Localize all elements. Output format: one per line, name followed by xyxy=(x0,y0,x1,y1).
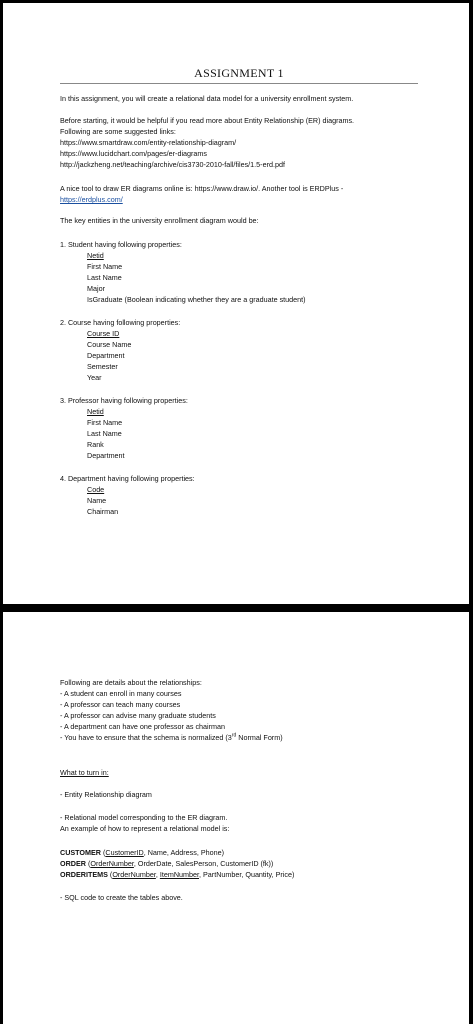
turn-in-item-sql: - SQL code to create the tables above. xyxy=(60,893,183,902)
relationship-item: - A professor can advise many graduate students xyxy=(60,711,216,720)
tool-line: A nice tool to draw ER diagrams online is: https://www.draw.io/. Another tool is ERDPlus - xyxy=(60,184,344,193)
course-prop: Course Name xyxy=(87,340,132,349)
example-customer: CUSTOMER (CustomerID, Name, Address, Phone) xyxy=(60,848,225,857)
link-smartdraw[interactable]: https://www.smartdraw.com/entity-relationship-diagram/ xyxy=(60,138,237,147)
department-key-code: Code xyxy=(87,485,105,494)
student-prop: IsGraduate (Boolean indicating whether they are a graduate student) xyxy=(87,295,306,304)
intro-paragraph: In this assignment, you will create a relational data model for a university enrollment system. xyxy=(60,94,354,103)
course-prop: Department xyxy=(87,351,125,360)
student-prop: First Name xyxy=(87,262,123,271)
professor-key-netid: Netid xyxy=(87,407,104,416)
link-lucidchart[interactable]: https://www.lucidchart.com/pages/er-diagrams xyxy=(60,149,208,158)
relationship-item: - A professor can teach many courses xyxy=(60,700,181,709)
course-prop: Year xyxy=(87,373,102,382)
department-prop: Name xyxy=(87,496,107,505)
link-jackzheng[interactable]: http://jackzheng.net/teaching/archive/cis3730-2010-fall/files/1.5-erd.pdf xyxy=(60,160,285,169)
relationship-item: - A department can have one professor as chairman xyxy=(60,722,226,731)
before-starting-line: Before starting, it would be helpful if you read more about Entity Relationship (ER) diagrams. xyxy=(60,116,355,125)
suggested-links-line: Following are some suggested links: xyxy=(60,127,176,136)
student-prop: Major xyxy=(87,284,105,293)
professor-prop: Department xyxy=(87,451,125,460)
relationship-item-normalization: - You have to ensure that the schema is normalized (3rd Normal Form) xyxy=(60,732,283,742)
professor-prop: Last Name xyxy=(87,429,122,438)
student-heading: 1. Student having following properties: xyxy=(60,240,182,249)
student-key-netid: Netid xyxy=(87,251,104,260)
key-entities-line: The key entities in the university enrollment diagram would be: xyxy=(60,216,259,225)
turn-in-item-relational: - Relational model corresponding to the ER diagram. xyxy=(60,813,228,822)
turn-in-item-er: - Entity Relationship diagram xyxy=(60,790,152,799)
example-orderitems: ORDERITEMS (OrderNumber, ItemNumber, PartNumber, Quantity, Price) xyxy=(60,870,295,879)
professor-prop: Rank xyxy=(87,440,104,449)
relationship-item: - A student can enroll in many courses xyxy=(60,689,182,698)
document-page-2 xyxy=(3,612,469,1024)
department-prop: Chairman xyxy=(87,507,119,516)
relational-example-intro: An example of how to represent a relational model is: xyxy=(60,824,230,833)
document-page-1 xyxy=(3,3,469,604)
student-prop: Last Name xyxy=(87,273,122,282)
relationships-heading: Following are details about the relationships: xyxy=(60,678,202,687)
page-title: ASSIGNMENT 1 xyxy=(60,66,418,84)
department-heading: 4. Department having following properties: xyxy=(60,474,195,483)
professor-prop: First Name xyxy=(87,418,123,427)
link-erdplus[interactable]: https://erdplus.com/ xyxy=(60,195,123,204)
turn-in-heading: What to turn in: xyxy=(60,768,109,777)
professor-heading: 3. Professor having following properties: xyxy=(60,396,188,405)
example-order: ORDER (OrderNumber, OrderDate, SalesPerson, CustomerID (fk)) xyxy=(60,859,274,868)
course-prop: Semester xyxy=(87,362,118,371)
course-heading: 2. Course having following properties: xyxy=(60,318,181,327)
course-key-id: Course ID xyxy=(87,329,120,338)
